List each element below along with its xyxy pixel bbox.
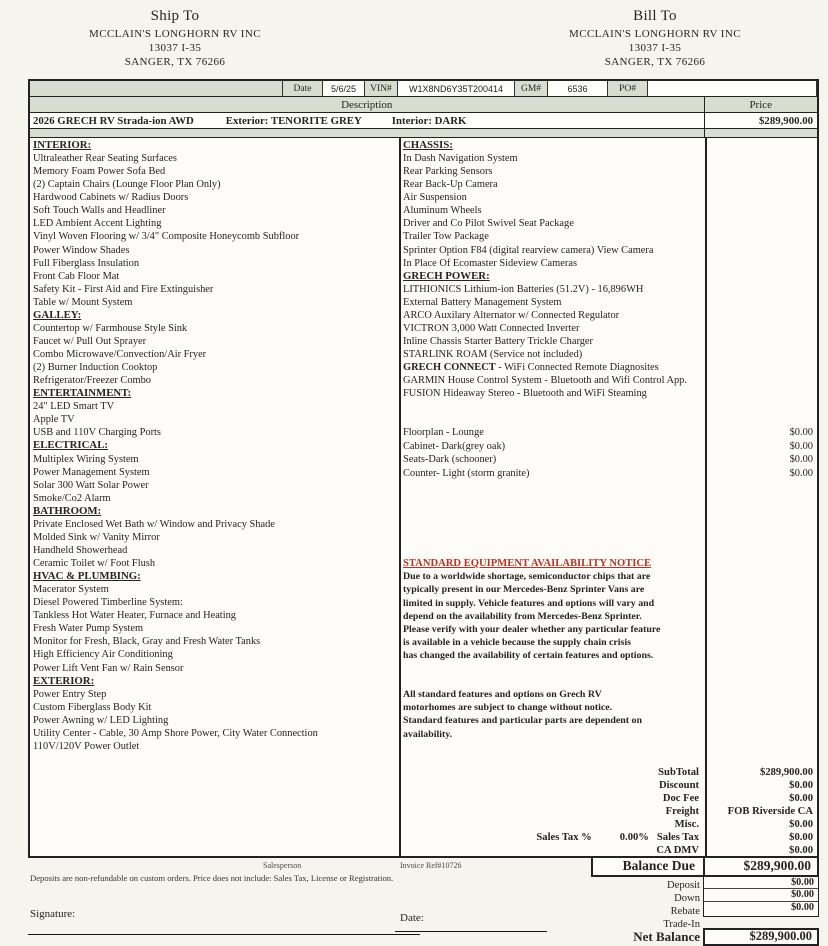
salesperson-label: Salesperson xyxy=(263,861,302,870)
feature-item: Soft Touch Walls and Headliner xyxy=(33,205,166,217)
signature-line[interactable] xyxy=(28,934,420,935)
balance-due-value: $289,900.00 xyxy=(743,858,811,873)
info-bar-spacer xyxy=(30,81,283,96)
feature-item: ARCO Auxilary Alternator w/ Connected Regulator xyxy=(403,309,620,321)
total-row xyxy=(403,831,817,844)
feature-item: Memory Foam Power Sofa Bed xyxy=(33,166,166,178)
feature-item: Power Management System xyxy=(33,466,150,478)
feature-item: Safety Kit - First Aid and Fire Extinguisher xyxy=(33,283,214,295)
table-header-row xyxy=(30,97,817,113)
total-value: $289,900.00 xyxy=(760,767,813,778)
rebate-value: $0.00 xyxy=(791,901,814,913)
deposit-value: $0.00 xyxy=(704,877,818,889)
feature-item: Front Cab Floor Mat xyxy=(33,270,120,282)
feature-item: Ultraleather Rear Seating Surfaces xyxy=(33,153,177,165)
bill-to-address1: 13037 I-35 xyxy=(628,42,682,54)
notice-line: Standard features and particular parts are dependent on xyxy=(403,715,642,727)
feature-item: Countertop w/ Farmhouse Style Sink xyxy=(33,322,188,334)
option-label: Counter- Light (storm granite) xyxy=(403,467,530,479)
feature-item: Handheld Showerhead xyxy=(33,544,128,556)
option-row xyxy=(403,467,817,481)
section-header: BATHROOM: xyxy=(33,504,102,517)
down-label: Down xyxy=(674,893,700,904)
option-label: Cabinet- Dark(grey oak) xyxy=(403,440,506,452)
feature-item: LED Ambient Accent Lighting xyxy=(33,218,162,230)
feature-item: Refrigerator/Freezer Combo xyxy=(33,375,152,387)
feature-item: Solar 300 Watt Solar Power xyxy=(33,479,149,491)
feature-item: Molded Sink w/ Vanity Mirror xyxy=(33,531,160,543)
vehicle-description xyxy=(30,113,705,128)
features-right-column xyxy=(403,139,703,400)
option-price: $0.00 xyxy=(789,454,813,466)
section-header: ENTERTAINMENT: xyxy=(33,387,132,400)
total-row xyxy=(403,818,817,831)
total-value: $0.00 xyxy=(789,819,813,831)
total-value: $0.00 xyxy=(789,780,813,792)
notice-line: motorhomes are subject to change without notice. xyxy=(403,702,613,714)
feature-item: Air Suspension xyxy=(403,192,467,204)
deposit-label: Deposit xyxy=(667,880,700,891)
ship-to-address2: SANGER, TX 76266 xyxy=(124,56,226,68)
notice-line: limited in supply. Vehicle features and options will vary and xyxy=(403,597,655,609)
disclaimer-text: Deposits are non-refundable on custom orders. Price does not include: Sales Tax, License or Registration. xyxy=(30,873,394,883)
feature-item: Power Lift Vent Fan w/ Rain Sensor xyxy=(33,662,184,674)
feature-item: GARMIN House Control System - Bluetooth and Wifi Control App. xyxy=(403,375,687,387)
description-header: Description xyxy=(30,97,705,112)
feature-item: USB and 110V Charging Ports xyxy=(33,427,161,439)
feature-item: 24" LED Smart TV xyxy=(33,401,115,413)
gm-value: 6536 xyxy=(548,81,608,96)
notice-title: STANDARD EQUIPMENT AVAILABILITY NOTICE xyxy=(403,558,652,569)
date-line[interactable] xyxy=(395,931,547,932)
feature-item: Faucet w/ Pull Out Sprayer xyxy=(33,335,147,347)
section-header: EXTERIOR: xyxy=(33,674,95,687)
feature-item: VICTRON 3,000 Watt Connected Inverter xyxy=(403,322,580,334)
total-label: SubTotal xyxy=(658,767,699,778)
price-header: Price xyxy=(749,98,773,111)
feature-item: Monitor for Fresh, Black, Gray and Fresh Water Tanks xyxy=(33,636,261,648)
deductions-box xyxy=(703,877,819,917)
feature-item: GRECH CONNECT - WiFi Connected Remote Diagnosites xyxy=(403,362,659,374)
gm-label: GM# xyxy=(515,81,548,96)
total-row xyxy=(403,766,817,779)
feature-item: FUSION Hideaway Stereo - Bluetooth and WiFi Steaming xyxy=(403,388,647,400)
net-balance-label: Net Balance xyxy=(633,929,700,944)
option-price: $0.00 xyxy=(789,467,813,479)
feature-item: LITHIONICS Lithium-ion Batteries (51.2V) - 16,896WH xyxy=(403,283,644,295)
total-row xyxy=(403,805,817,818)
feature-item: Multiplex Wiring System xyxy=(33,453,139,465)
bill-to-company: MCCLAIN'S LONGHORN RV INC xyxy=(569,28,741,40)
notice-paragraph-1 xyxy=(403,570,703,662)
total-value: $0.00 xyxy=(789,845,813,857)
notice-line: Due to a worldwide shortage, semiconductor chips that are xyxy=(403,571,651,583)
total-label: Discount xyxy=(658,780,699,792)
option-label: Floorplan - Lounge xyxy=(403,427,484,438)
column-divider xyxy=(399,138,401,856)
features-left-column xyxy=(33,139,393,753)
option-row xyxy=(403,453,817,467)
feature-item: Fresh Water Pump System xyxy=(33,623,144,635)
date-label: Date xyxy=(283,81,323,96)
total-value: $0.00 xyxy=(789,793,813,805)
feature-item: Hardwood Cabinets w/ Radius Doors xyxy=(33,192,189,204)
total-label: Sales Tax % 0.00% Sales Tax xyxy=(536,832,699,844)
feature-item: In Dash Navigation System xyxy=(403,153,518,165)
feature-item: Vinyl Woven Flooring w/ 3/4" Composite Honeycomb Subfloor xyxy=(33,231,300,243)
feature-item: Utility Center - Cable, 30 Amp Shore Power, City Water Connection xyxy=(33,727,318,739)
info-bar xyxy=(30,81,817,97)
section-header: INTERIOR: xyxy=(33,139,92,151)
feature-item: Custom Fiberglass Body Kit xyxy=(33,701,152,713)
vehicle-model: 2026 GRECH RV Strada-ion AWD xyxy=(33,114,194,127)
feature-item: High Efficiency Air Conditioning xyxy=(33,649,173,661)
ship-to-company: MCCLAIN'S LONGHORN RV INC xyxy=(89,28,261,40)
feature-item: Tankless Hot Water Heater, Furnace and Heating xyxy=(33,610,236,622)
feature-item: STARLINK ROAM (Service not included) xyxy=(403,349,583,360)
feature-item: Apple TV xyxy=(33,414,75,426)
feature-item: Driver and Co Pilot Swivel Seat Package xyxy=(403,218,574,230)
total-label: CA DMV xyxy=(656,845,699,857)
option-label: Seats-Dark (schooner) xyxy=(403,454,497,466)
feature-item: Full Fiberglass Insulation xyxy=(33,257,140,269)
feature-item: External Battery Management System xyxy=(403,296,562,308)
net-balance-value: $289,900.00 xyxy=(703,928,819,946)
po-label: PO# xyxy=(608,81,648,96)
notice-line: depend on the availability from Mercedes-Benz Sprinter. xyxy=(403,610,642,622)
notice-line: All standard features and options on Grech RV xyxy=(403,689,602,700)
vin-value: W1X8ND6Y35T200414 xyxy=(398,81,515,96)
feature-item: Inline Chassis Starter Battery Trickle Charger xyxy=(403,335,593,347)
ship-to-block xyxy=(25,8,325,69)
ship-to-title: Ship To xyxy=(150,8,200,24)
ship-to-address1: 13037 I-35 xyxy=(148,42,202,54)
totals-block xyxy=(403,766,817,857)
feature-item: Rear Back-Up Camera xyxy=(403,179,498,191)
bill-to-address2: SANGER, TX 76266 xyxy=(604,56,706,68)
feature-item: Power Entry Step xyxy=(33,688,107,700)
section-header: GALLEY: xyxy=(33,308,82,321)
notice-line: availability. xyxy=(403,728,453,740)
feature-item: (2) Burner Induction Cooktop xyxy=(33,362,158,374)
vin-label: VIN# xyxy=(365,81,398,96)
total-row xyxy=(403,779,817,792)
total-label: Freight xyxy=(665,806,699,818)
feature-item: Power Awning w/ LED Lighting xyxy=(33,714,169,726)
rebate-label: Rebate xyxy=(670,906,700,917)
vehicle-row xyxy=(30,113,817,129)
invoice-table xyxy=(28,79,819,858)
feature-item: Power Window Shades xyxy=(33,244,130,256)
notice-line: Please verify with your dealer whether any particular feature xyxy=(403,623,661,635)
feature-item: Private Enclosed Wet Bath w/ Window and Privacy Shade xyxy=(33,518,275,530)
total-row xyxy=(403,792,817,805)
vehicle-interior: Interior: DARK xyxy=(391,114,467,127)
options-block xyxy=(403,426,817,480)
table-body xyxy=(30,138,817,856)
feature-item: Rear Parking Sensors xyxy=(403,166,493,178)
total-value: FOB Riverside CA xyxy=(727,806,813,818)
feature-item: Table w/ Mount System xyxy=(33,296,133,308)
notice-line: has changed the availability of certain features and options. xyxy=(403,650,654,662)
notice-line: typically present in our Mercedes-Benz Sprinter Vans are xyxy=(403,584,645,596)
vehicle-exterior: Exterior: TENORITE GREY xyxy=(225,114,362,127)
total-label: Doc Fee xyxy=(662,793,699,805)
notice-paragraph-2 xyxy=(403,688,703,741)
trade-in-label: Trade-In xyxy=(663,919,700,930)
balance-due-row xyxy=(591,858,819,877)
feature-item: Aluminum Wheels xyxy=(403,205,482,217)
invoice-ref: Invoice Ref#10726 xyxy=(400,861,462,870)
option-row xyxy=(403,426,817,440)
availability-notice xyxy=(403,557,703,663)
feature-item: Diesel Powered Timberline System: xyxy=(33,597,183,609)
feature-item: Sprinter Option F84 (digital rearview camera) View Camera xyxy=(403,244,654,256)
po-value xyxy=(648,81,817,96)
notice-line: is available in a vehicle because the supply chain crisis xyxy=(403,637,631,649)
section-header: CHASSIS: xyxy=(403,139,453,151)
bill-to-block xyxy=(505,8,805,69)
feature-item: Macerator System xyxy=(33,584,109,596)
bill-to-title: Bill To xyxy=(633,8,677,24)
spacer-row xyxy=(30,129,817,138)
vehicle-price: $289,900.00 xyxy=(759,114,813,127)
section-header: HVAC & PLUMBING: xyxy=(33,570,141,583)
section-header: ELECTRICAL: xyxy=(33,439,108,452)
total-label: Misc. xyxy=(674,819,699,831)
feature-item: Combo Microwave/Convection/Air Fryer xyxy=(33,349,207,360)
feature-item: (2) Captain Chairs (Lounge Floor Plan Only) xyxy=(33,179,221,191)
option-price: $0.00 xyxy=(789,440,813,452)
section-header: GRECH POWER: xyxy=(403,269,490,282)
footer xyxy=(28,858,819,946)
option-row xyxy=(403,440,817,454)
total-row xyxy=(403,844,817,857)
date-field-label: Date: xyxy=(400,912,424,924)
down-value: $0.00 xyxy=(704,889,818,901)
date-value: 5/6/25 xyxy=(323,81,365,96)
signature-label: Signature: xyxy=(30,908,76,920)
feature-item: Trailer Tow Package xyxy=(403,231,489,243)
feature-item: In Place Of Ecomaster Sideview Cameras xyxy=(403,257,577,269)
total-value: $0.00 xyxy=(789,832,813,844)
option-price: $0.00 xyxy=(789,427,813,438)
feature-item: Smoke/Co2 Alarm xyxy=(33,492,111,504)
feature-item: Ceramic Toilet w/ Foot Flush xyxy=(33,558,156,569)
balance-due-label: Balance Due xyxy=(593,858,705,875)
price-column-divider xyxy=(705,138,707,856)
feature-item: 110V/120V Power Outlet xyxy=(33,740,140,752)
